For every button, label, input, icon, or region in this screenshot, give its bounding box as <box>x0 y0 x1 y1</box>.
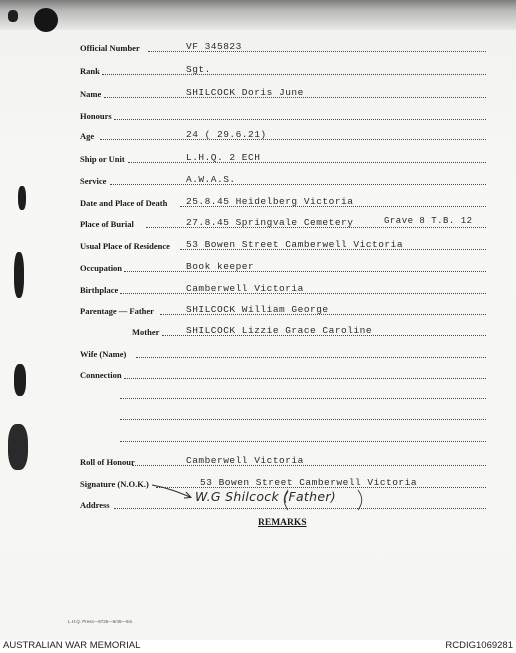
occupation-label: Occupation <box>80 263 123 273</box>
burial-value: 27.8.45 Springvale Cemetery <box>186 217 354 228</box>
row-name <box>80 86 486 100</box>
signature-label: Signature (N.O.K.) <box>80 479 149 489</box>
mother-value: SHILCOCK Lizzie Grace Caroline <box>186 325 373 336</box>
row-death <box>80 195 486 209</box>
dotted-line <box>102 74 486 75</box>
dotted-line <box>100 139 486 140</box>
scan-shadow <box>0 0 516 30</box>
signature-value: 53 Bowen Street Camberwell Victoria <box>200 477 418 488</box>
binder-mark <box>14 364 26 396</box>
connection-label: Connection <box>80 370 122 380</box>
binder-mark <box>18 186 26 210</box>
row-wife <box>80 346 486 360</box>
age-label: Age <box>80 131 95 141</box>
row-official-number <box>80 40 486 54</box>
row-birthplace <box>80 282 486 296</box>
residence-value: 53 Bowen Street Camberwell Victoria <box>186 239 404 250</box>
grave-value: Grave 8 T.B. 12 <box>384 216 473 226</box>
footer-record-id: RCDIG1069281 <box>445 640 513 651</box>
burial-label: Place of Burial <box>80 219 134 229</box>
birthplace-label: Birthplace <box>80 285 119 295</box>
name-label: Name <box>80 89 102 99</box>
printer-note: L.H.Q. Press—8726—6/45—6m. <box>68 619 134 624</box>
row-mother <box>80 324 486 338</box>
father-value: SHILCOCK William George <box>186 304 329 315</box>
ship-or-unit-label: Ship or Unit <box>80 154 125 164</box>
official-number-label: Official Number <box>80 43 140 53</box>
row-age <box>80 128 486 142</box>
footer-institution: AUSTRALIAN WAR MEMORIAL <box>3 640 141 651</box>
punch-hole <box>34 8 58 32</box>
archive-footer <box>0 640 516 653</box>
row-rank <box>80 63 486 77</box>
service-label: Service <box>80 176 107 186</box>
address-label: Address <box>80 500 110 510</box>
dotted-line <box>128 162 486 163</box>
binder-mark <box>8 10 18 22</box>
dotted-line <box>124 271 486 272</box>
father-label: Parentage — Father <box>80 306 154 316</box>
bracket-marks <box>282 488 366 512</box>
row-father <box>80 303 486 317</box>
row-service <box>80 173 486 187</box>
official-number-value: VF 345823 <box>186 41 242 52</box>
row-honours <box>80 108 486 122</box>
row-ship-or-unit <box>80 151 486 165</box>
dotted-line <box>124 378 486 379</box>
residence-label: Usual Place of Residence <box>80 241 170 251</box>
dotted-line <box>114 119 486 120</box>
connection-line <box>120 441 486 442</box>
mother-label: Mother <box>132 327 160 337</box>
birthplace-value: Camberwell Victoria <box>186 283 304 294</box>
connection-line <box>120 419 486 420</box>
arrow-icon <box>150 482 196 504</box>
name-value: SHILCOCK Doris June <box>186 87 304 98</box>
rank-value: Sgt. <box>186 64 211 75</box>
row-connection <box>80 367 486 381</box>
row-occupation <box>80 260 486 274</box>
roll-of-honour-value: Camberwell Victoria <box>186 455 304 466</box>
roll-of-honour-label: Roll of Honour <box>80 457 135 467</box>
wife-label: Wife (Name) <box>80 349 127 359</box>
row-burial <box>80 216 486 230</box>
remarks-heading: REMARKS <box>258 518 307 528</box>
rank-label: Rank <box>80 66 100 76</box>
dotted-line <box>110 184 486 185</box>
row-residence <box>80 238 486 252</box>
ship-or-unit-value: L.H.Q. 2 ECH <box>186 152 261 163</box>
handwritten-note: W.G Shilcock (Father) <box>195 489 336 504</box>
row-roll-of-honour <box>80 454 486 468</box>
occupation-value: Book keeper <box>186 261 255 272</box>
age-value: 24 ( 29.6.21) <box>186 129 267 140</box>
death-label: Date and Place of Death <box>80 198 168 208</box>
binder-mark <box>14 252 24 298</box>
dotted-line <box>136 357 486 358</box>
service-value: A.W.A.S. <box>186 174 236 185</box>
death-value: 25.8.45 Heidelberg Victoria <box>186 196 354 207</box>
binder-mark <box>8 424 28 470</box>
connection-line <box>120 398 486 399</box>
honours-label: Honours <box>80 111 112 121</box>
